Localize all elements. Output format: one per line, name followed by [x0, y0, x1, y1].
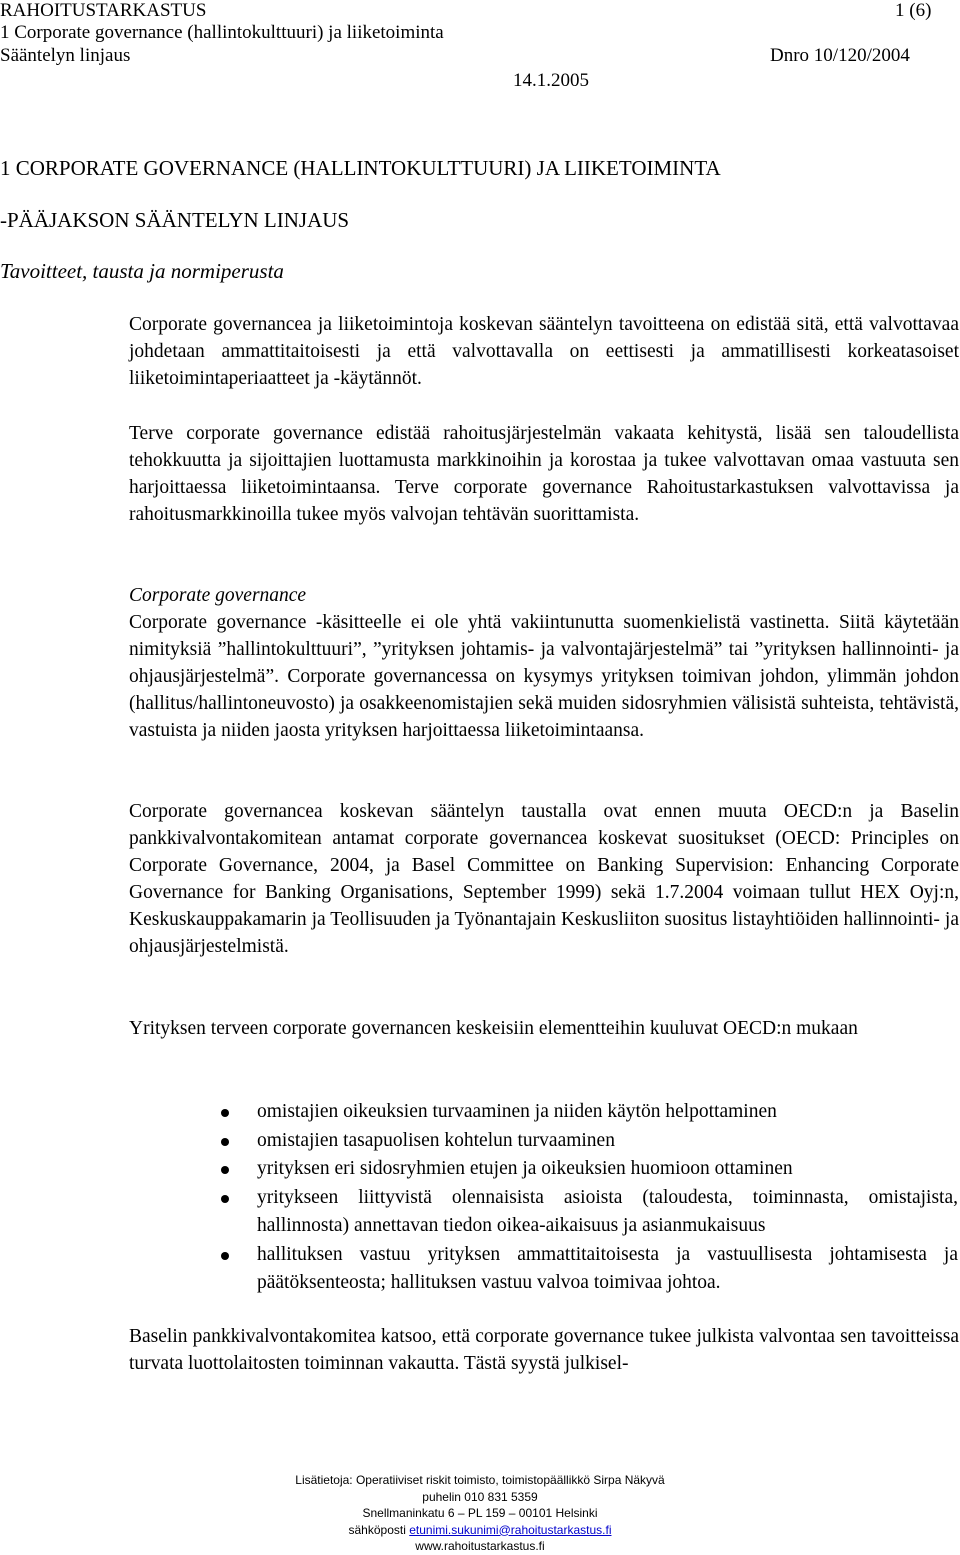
header-org: RAHOITUSTARKASTUS [0, 0, 207, 21]
header-doc-type: Sääntelyn linjaus [0, 45, 131, 66]
list-item-text: omistajien tasapuolisen kohtelun turvaaminen [257, 1129, 615, 1151]
paragraph-heading: Corporate governance [129, 585, 307, 606]
list-item [218, 1155, 958, 1184]
bullet-icon [221, 1138, 229, 1146]
bullet-icon [221, 1252, 229, 1260]
footer-email-label: sähköposti [348, 1522, 406, 1537]
paragraph-definition [129, 582, 959, 744]
list-item-text: hallituksen vastuu yrityksen ammattitaitoisesta ja vastuullisesta johtamisesta ja päätöksenteosta; hallituksen vastuu valvoa toimivaa johtoa. [257, 1243, 958, 1293]
header-date: 14.1.2005 [513, 70, 589, 91]
bullet-icon [221, 1166, 229, 1174]
header-section: 1 Corporate governance (hallintokulttuuri) ja liiketoiminta [0, 22, 444, 43]
header-dnro: Dnro 10/120/2004 [770, 45, 910, 66]
footer-contact: Lisätietoja: Operatiiviset riskit toimisto, toimistopäällikkö Sirpa Näkyvä [295, 1473, 665, 1487]
bullet-list [218, 1098, 958, 1298]
list-item [218, 1098, 958, 1127]
footer-address: Snellmaninkatu 6 – PL 159 – 00101 Helsinki [362, 1506, 598, 1520]
page-title-line2: -PÄÄJAKSON SÄÄNTELYN LINJAUS [0, 208, 350, 232]
paragraph-text: Corporate governance -käsitteelle ei ole yhtä vakiintunutta suomenkielistä vastinetta. Siitä käytetään nimityksiä ”hallintokulttuuri”, ”yrityksen johtamis- ja valvontajärjestelmä” tai ”yrityksen hallinnointi- ja ohjausjärjestelmä”. Corporate governancessa on kysymys yrityksen toimivan johdon, ylimmän johdon (hallitus/hallintoneuvosto) ja osakkeenomistajien sekä muiden sidosryhmien välisistä suhteista, tehtävistä, vastuista ja niiden jaosta yrityksen harjoittaessa liiketoimintaansa. [129, 612, 959, 741]
paragraph-background [129, 798, 959, 960]
paragraph-text: Yrityksen terveen corporate governancen keskeisiin elementteihin kuuluvat OECD:n mukaan [129, 1018, 858, 1039]
list-item-text: yritykseen liittyvistä olennaisista asioista (taloudesta, toiminnasta, omistajista, hallinnosta) annettavan tiedon oikea-aikaisuus ja asianmukaisuus [257, 1186, 958, 1236]
paragraph-healthy-governance [129, 420, 959, 528]
footer-email-line [0, 1522, 960, 1539]
bullet-icon [221, 1195, 229, 1203]
page-title: 1 CORPORATE GOVERNANCE (HALLINTOKULTTUURI) JA LIIKETOIMINTA [0, 156, 721, 180]
section-subtitle: Tavoitteet, tausta ja normiperusta [0, 259, 284, 283]
footer-email-link[interactable]: etunimi.sukunimi@rahoitustarkastus.fi [409, 1522, 612, 1537]
paragraph-oecd-intro [129, 1015, 959, 1042]
list-item [218, 1127, 958, 1156]
paragraph-text: Baselin pankkivalvontakomitea katsoo, että corporate governance tukee julkista valvontaa sen tavoitteissa turvata luottolaitosten toiminnan vakautta. Tästä syystä julkisel- [129, 1326, 959, 1374]
footer [0, 1472, 960, 1555]
list-item [218, 1241, 958, 1298]
paragraph-text: Terve corporate governance edistää rahoitusjärjestelmän vakaata kehitystä, lisää sen taloudellista tehokkuutta ja sijoittajien luottamusta markkinoihin ja korostaa ja tukee valvottavan omaa vastuuta sen harjoittaessa liiketoimintaansa. Terve corporate governance Rahoitustarkastuksen valvottavissa ja rahoitusmarkkinoilla tukee myös valvojan tehtävän suorittamista. [129, 423, 959, 525]
page-number: 1 (6) [895, 0, 932, 21]
list-item [218, 1184, 958, 1241]
paragraph-objectives [129, 311, 959, 392]
bullet-icon [221, 1109, 229, 1117]
paragraph-text: Corporate governancea koskevan sääntelyn taustalla ovat ennen muuta OECD:n ja Baselin pankkivalvontakomitean antamat corporate governancea koskevat suositukset (OECD: Principles on Corporate Governance, 2004, ja Basel Committee on Banking Supervision: Enhancing Corporate Governance for Banking Organisations, September 1999) sekä 1.7.2004 voimaan tullut HEX Oyj:n, Keskuskauppakamarin ja Teollisuuden ja Työnantajain Keskusliiton suositus listayhtiöiden hallinnointi- ja ohjausjärjestelmistä. [129, 801, 959, 957]
paragraph-text: Corporate governancea ja liiketoimintoja koskevan sääntelyn tavoitteena on edistää sitä, että valvottavaa johdetaan ammattitaitoisesti ja että valvottavalla on eettisesti ja ammatillisesti korkeatasoiset liiketoimintaperiaatteet ja -käytännöt. [129, 314, 959, 389]
paragraph-basel [129, 1323, 959, 1377]
list-item-text: omistajien oikeuksien turvaaminen ja niiden käytön helpottaminen [257, 1101, 777, 1122]
footer-phone: puhelin 010 831 5359 [422, 1489, 538, 1504]
list-item-text: yrityksen eri sidosryhmien etujen ja oikeuksien huomioon ottaminen [257, 1158, 793, 1179]
footer-website[interactable]: www.rahoitustarkastus.fi [415, 1539, 545, 1553]
